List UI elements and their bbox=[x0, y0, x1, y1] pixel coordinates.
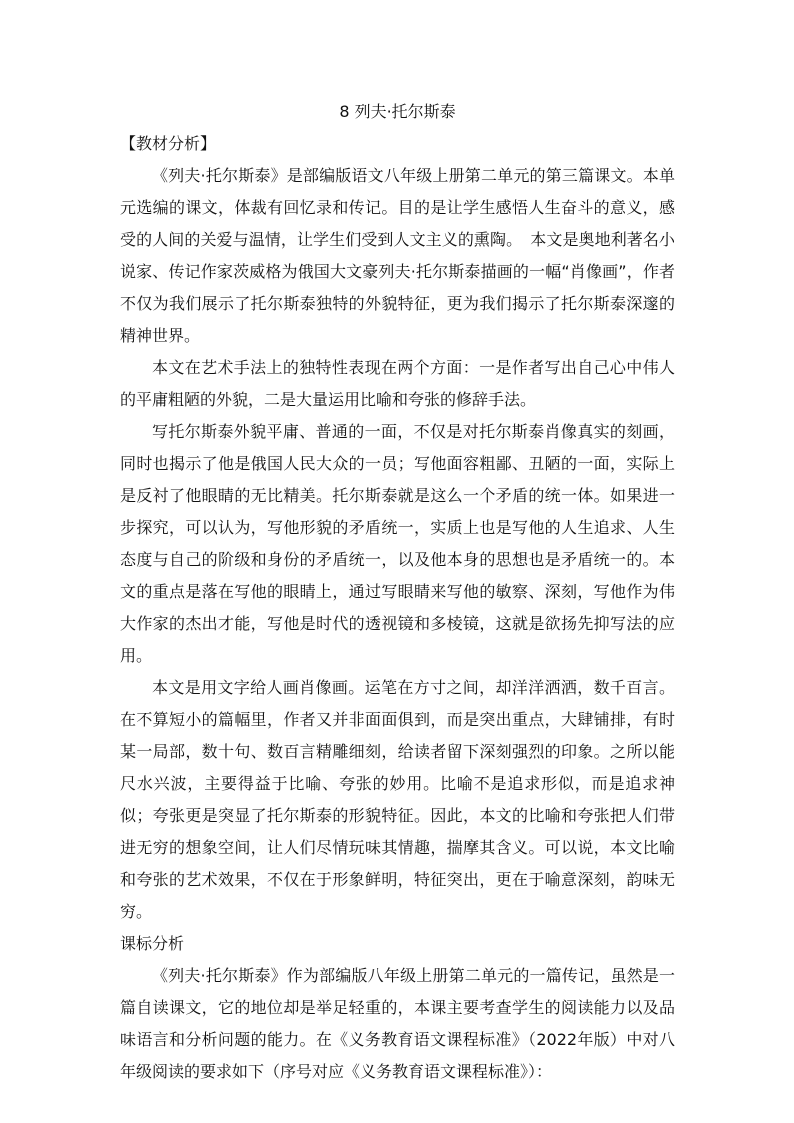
section-textbook-analysis bbox=[120, 128, 675, 928]
section-heading: 课标分析 bbox=[120, 934, 185, 953]
paragraph: 本文是用文字给人画肖像画。运笔在方寸之间，却洋洋洒洒，数千百言。在不算短小的篇幅里，作者又并非面面俱到，而是突出重点，大肆铺排，有时某一局部，数十句、数百言精雕细刻，给读者留下深刻强烈的印象。之所以能尺水兴波，主要得益于比喻、夸张的妙用。比喻不是追求形似，而是追求神似；夸张更是突显了托尔斯泰的形貌特征。因此，本文的比喻和夸张把人们带进无穷的想象空间，让人们尽情玩味其情趣，揣摩其含义。可以说，本文比喻和夸张的艺术效果，不仅在于形象鲜明，特征突出，更在于喻意深刻，韵味无穷。 bbox=[120, 678, 675, 921]
paragraph: 本文在艺术手法上的独特性表现在两个方面：一是作者写出自己心中伟人的平庸粗陋的外貌，二是大量运用比喻和夸张的修辞手法。 bbox=[120, 358, 675, 409]
paragraph: 写托尔斯泰外貌平庸、普通的一面，不仅是对托尔斯泰肖像真实的刻画，同时也揭示了他是俄国人民大众的一员；写他面容粗鄙、丑陋的一面，实际上是反衬了他眼睛的无比精美。托尔斯泰就是这么一个矛盾的统一体。如果进一步探究，可以认为，写他形貌的矛盾统一，实质上也是写他的人生追求、人生态度与自己的阶级和身份的矛盾统一，以及他本身的思想也是矛盾统一的。本文的重点是落在写他的眼睛上，通过写眼睛来写他的敏察、深刻，写他作为伟大作家的杰出才能，写他是时代的透视镜和多棱镜，这就是欲扬先抑写法的应用。 bbox=[120, 422, 675, 665]
document-content bbox=[120, 96, 675, 1088]
paragraph: 《列夫·托尔斯泰》是部编版语文八年级上册第二单元的第三篇课文。本单元选编的课文，体裁有回忆录和传记。目的是让学生感悟人生奋斗的意义，感受的人间的关爱与温情，让学生们受到人文主义的熏陶。 本文是奥地利著名小说家、传记作家茨威格为俄国大文豪列夫·托尔斯泰描画的一幅“肖像画”，作者不仅为我们展示了托尔斯泰独特的外貌特征，更为我们揭示了托尔斯泰深邃的精神世界。 bbox=[120, 166, 675, 345]
document-title: 8 列夫·托尔斯泰 bbox=[339, 102, 456, 121]
section-heading: 【教材分析】 bbox=[120, 134, 217, 153]
section-curriculum-analysis bbox=[120, 928, 675, 1088]
paragraph: 《列夫·托尔斯泰》作为部编版八年级上册第二单元的一篇传记，虽然是一篇自读课文，它的地位却是举足轻重的，本课主要考查学生的阅读能力以及品味语言和分析问题的能力。在《义务教育语文课程标准》（2022年版）中对八年级阅读的要求如下（序号对应《义务教育语文课程标准》）： bbox=[120, 966, 675, 1081]
